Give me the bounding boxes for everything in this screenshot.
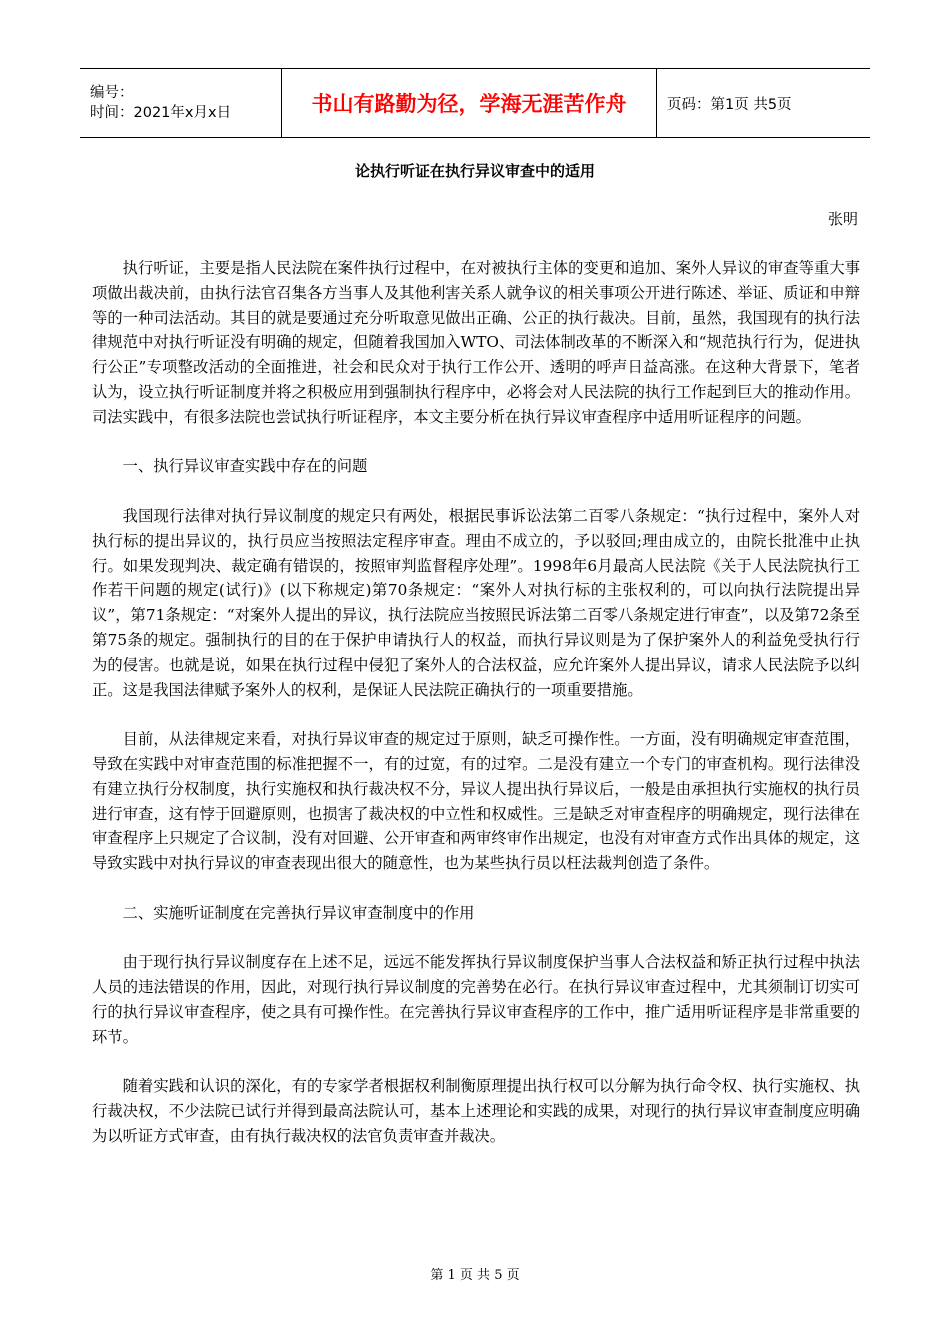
paragraph: 目前，从法律规定来看，对执行异议审查的规定过于原则，缺乏可操作性。一方面，没有明确规定审查范围，导致在实践中对审查范围的标准把握不一，有的过宽，有的过窄。二是没有建立一个专门的审查机构。现行法律没有建立执行分权制度，执行实施权和执行裁决权不分，异议人提出执行异议后，一般是由承担执行实施权的执行员进行审查，这有悖于回避原则，也损害了裁决权的中立性和权威性。三是缺乏对审查程序的明确规定，现行法律在审查程序上只规定了合议制，没有对回避、公开审查和两审终审作出规定，也没有对审查方式作出具体的规定，这导致实践中对执行异议的审查表现出很大的随意性，也为某些执行员以枉法裁判创造了条件。 [92,730,860,873]
header-motto [282,69,657,137]
paragraph: 执行听证，主要是指人民法院在案件执行过程中，在对被执行主体的变更和追加、案外人异议的审查等重大事项做出裁决前，由执行法官召集各方当事人及其他利害关系人就争议的相关事项公开进行陈述、举证、质证和申辩等的一种司法活动。其目的就是要通过充分听取意见做出正确、公正的执行裁决。目前，虽然，我国现有的执行法律规范中对执行听证没有明确的规定，但随着我国加入WTO、司法体制改革的不断深入和“规范执行行为，促进执行公正”专项整改活动的全面推进，社会和民众对于执行工作公开、透明的呼声日益高涨。在这种大背景下，笔者认为，设立执行听证制度并将之积极应用到强制执行程序中，必将会对人民法院的执行工作起到巨大的推动作用。司法实践中，有很多法院也尝试执行听证程序，本文主要分析在执行异议审查程序中适用听证程序的问题。 [92,259,860,426]
page-footer: 第 1 页 共 5 页 [430,1268,520,1283]
serial-number-label: 编号： [90,85,134,101]
document-author: 张明 [827,210,858,228]
date-label: 时间：2021年x月x日 [90,105,232,121]
document-header [80,68,870,138]
page-number-label: 页码：第1页 共5页 [667,96,792,113]
header-meta [80,69,282,137]
section-heading: 一、执行异议审查实践中存在的问题 [122,457,368,476]
section-heading: 二、实施听证制度在完善执行异议审查制度中的作用 [122,903,475,922]
paragraph: 我国现行法律对执行异议制度的规定只有两处，根据民事诉讼法第二百零八条规定：“执行过程中，案外人对执行标的提出异议的，执行员应当按照法定程序审查。理由不成立的，予以驳回;理由成立的，由院长批准中止执行。如果发现判决、裁定确有错误的，按照审判监督程序处理”。1998年6月最高人民法院《关于人民法院执行工作若干问题的规定(试行)》(以下称规定)第70条规定：“案外人对执行标的主张权利的，可以向执行法院提出异议”，第71条规定：“对案外人提出的异议，执行法院应当按照民诉法第二百零八条规定进行审查”，以及第72条至第75条的规定。强制执行的目的在于保护申请执行人的权益，而执行异议则是为了保护案外人的利益免受执行行为的侵害。也就是说，如果在执行过程中侵犯了案外人的合法权益，应允许案外人提出异议，请求人民法院予以纠正。这是我国法律赋予案外人的权利，是保证人民法院正确执行的一项重要措施。 [92,506,860,699]
paragraph: 随着实践和认识的深化，有的专家学者根据权利制衡原理提出执行权可以分解为执行命令权、执行实施权、执行裁决权，不少法院已试行并得到最高法院认可，基本上述理论和实践的成果，对现行的执行异议审查制度应明确为以听证方式审查，由有执行裁决权的法官负责审查并裁决。 [92,1077,860,1145]
document-body [92,256,860,1173]
header-page-info [657,69,870,137]
document-title: 论执行听证在执行异议审查中的适用 [354,162,595,180]
paragraph: 由于现行执行异议制度存在上述不足，远远不能发挥执行异议制度保护当事人合法权益和矫正执行过程中执法人员的违法错误的作用，因此，对现行执行异议制度的完善势在必行。在执行异议审查过程中，尤其须制订切实可行的执行异议审查程序，使之具有可操作性。在完善执行异议审查程序的工作中，推广适用听证程序是非常重要的环节。 [92,953,860,1046]
motto-text: 书山有路勤为径，学海无涯苦作舟 [311,92,627,116]
